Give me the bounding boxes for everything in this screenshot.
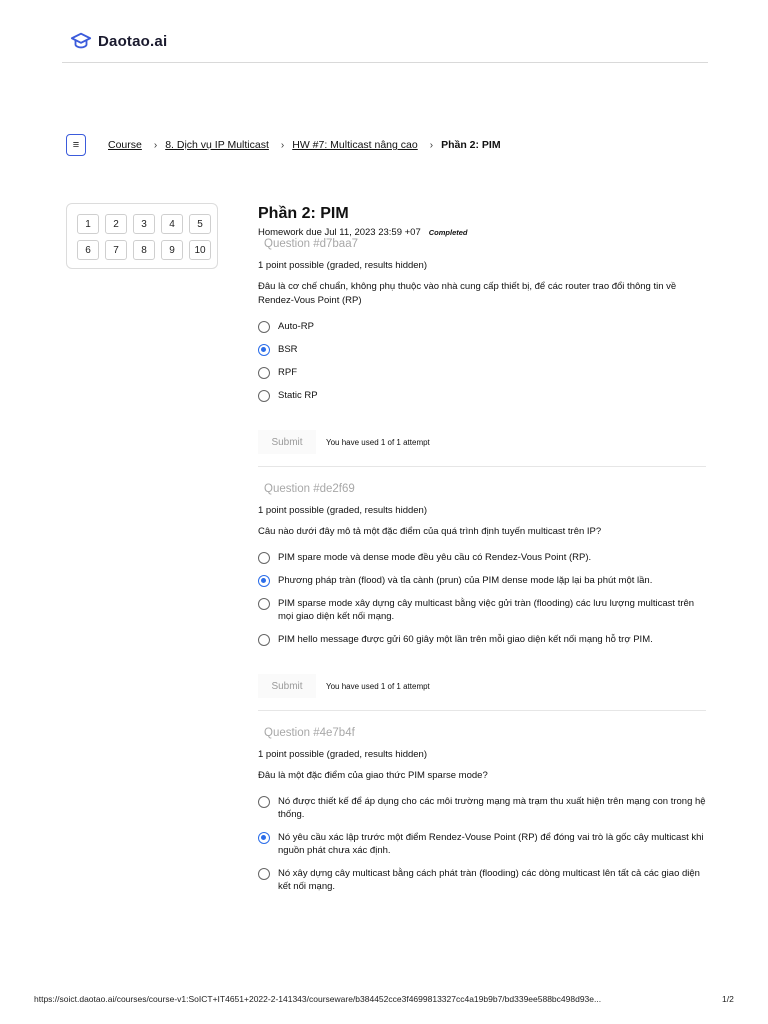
attempts-text: You have used 1 of 1 attempt	[326, 437, 430, 447]
question-block	[258, 727, 706, 893]
breadcrumb-separator-icon: ›	[280, 139, 285, 151]
breadcrumb-section[interactable]: 8. Dịch vụ IP Multicast	[165, 139, 269, 151]
option[interactable]	[258, 574, 706, 587]
status-badge: Completed	[428, 228, 468, 237]
unit-nav-button[interactable]: 7	[105, 240, 127, 260]
question-meta: 1 point possible (graded, results hidden)	[258, 749, 427, 760]
page-url: https://soict.daotao.ai/courses/course-v1:SoICT+IT4651+2022-2-141343/courseware/b384452cce3f4699813327cc4a19b9b7/bd339ee588bc498d93e...	[34, 994, 602, 1004]
submit-button[interactable]: Submit	[258, 430, 316, 454]
radio-button[interactable]	[258, 321, 270, 333]
site-header	[70, 30, 167, 52]
option[interactable]	[258, 867, 706, 893]
option[interactable]	[258, 831, 706, 857]
options-list	[258, 551, 706, 646]
unit-nav-button[interactable]: 5	[189, 214, 211, 234]
radio-button-selected[interactable]	[258, 832, 270, 844]
option[interactable]	[258, 551, 706, 564]
attempts-text: You have used 1 of 1 attempt	[326, 681, 430, 691]
option[interactable]	[258, 795, 706, 821]
question-meta: 1 point possible (graded, results hidden)	[258, 260, 427, 271]
hamburger-icon: ≡	[72, 139, 80, 151]
radio-button-selected[interactable]	[258, 575, 270, 587]
unit-navigation	[66, 203, 218, 269]
question-block	[258, 238, 706, 467]
option-label: Static RP	[278, 390, 318, 401]
page-title: Phần 2: PIM	[258, 205, 349, 222]
graduation-cap-icon	[70, 30, 92, 52]
unit-nav-button[interactable]: 2	[105, 214, 127, 234]
radio-button[interactable]	[258, 796, 270, 808]
option-label: RPF	[278, 367, 297, 378]
option[interactable]	[258, 343, 706, 356]
question-prompt: Câu nào dưới đây mô tả một đặc điểm của quá trình định tuyến multicast trên IP?	[258, 526, 602, 537]
question-id: Question #4e7b4f	[264, 727, 355, 739]
radio-button[interactable]	[258, 868, 270, 880]
header-divider	[62, 62, 708, 63]
page-number: 1/2	[722, 994, 734, 1004]
logo-text[interactable]: Daotao.ai	[98, 32, 168, 50]
option-label: PIM hello message được gửi 60 giây một lần trên mỗi giao diện kết nối mạng hỗ trợ PIM.	[278, 634, 653, 645]
question-id: Question #d7baa7	[264, 238, 358, 250]
question-id: Question #de2f69	[264, 483, 355, 495]
option-label: PIM sparse mode xây dựng cây multicast bằng việc gửi tràn (flooding) các lưu lượng multicast trên mọi giao diện kết nối mạng.	[278, 598, 695, 622]
option-label: Phương pháp tràn (flood) và tỉa cành (prun) của PIM dense mode lặp lại ba phút một lần.	[278, 575, 653, 586]
options-list	[258, 320, 706, 402]
question-divider	[258, 466, 706, 467]
question-block	[258, 483, 706, 711]
submit-button[interactable]: Submit	[258, 674, 316, 698]
unit-nav-button[interactable]: 1	[77, 214, 99, 234]
main-content	[258, 205, 706, 903]
option-label: BSR	[278, 344, 298, 355]
option-label: PIM spare mode và dense mode đều yêu cầu có Rendez-Vous Point (RP).	[278, 552, 592, 563]
unit-nav-button[interactable]: 6	[77, 240, 99, 260]
due-line	[258, 227, 706, 238]
breadcrumb	[66, 134, 501, 156]
unit-nav-button[interactable]: 3	[133, 214, 155, 234]
due-date: Homework due Jul 11, 2023 23:59 +07	[258, 227, 421, 238]
submit-row	[258, 430, 706, 454]
unit-nav-button[interactable]: 9	[161, 240, 183, 260]
breadcrumb-homework[interactable]: HW #7: Multicast nâng cao	[292, 139, 418, 151]
option[interactable]	[258, 320, 706, 333]
option[interactable]	[258, 597, 706, 623]
question-prompt: Đâu là một đặc điểm của giao thức PIM sparse mode?	[258, 770, 488, 781]
option[interactable]	[258, 389, 706, 402]
option-label: Nó được thiết kế để áp dụng cho các môi trường mạng mà trạm thu xuất hiện trên mạng con trong hệ thống.	[278, 796, 706, 820]
question-meta: 1 point possible (graded, results hidden)	[258, 505, 427, 516]
option[interactable]	[258, 633, 706, 646]
radio-button[interactable]	[258, 634, 270, 646]
unit-nav-button[interactable]: 10	[189, 240, 211, 260]
question-prompt: Đâu là cơ chế chuẩn, không phụ thuộc vào nhà cung cấp thiết bị, để các router trao đổi thông tin về Rendez-Vous Point (RP)	[258, 281, 677, 306]
radio-button[interactable]	[258, 598, 270, 610]
option-label: Nó xây dựng cây multicast bằng cách phát tràn (flooding) các dòng multicast lên tất cả các giao diện kết nối mạng.	[278, 868, 700, 892]
radio-button[interactable]	[258, 367, 270, 379]
breadcrumb-current: Phần 2: PIM	[441, 139, 501, 151]
radio-button[interactable]	[258, 390, 270, 402]
question-divider	[258, 710, 706, 711]
option[interactable]	[258, 366, 706, 379]
option-label: Auto-RP	[278, 321, 314, 332]
unit-nav-button[interactable]: 8	[133, 240, 155, 260]
option-label: Nó yêu cầu xác lập trước một điểm Rendez-Vouse Point (RP) để đóng vai trò là gốc cây multicast khi nguồn phát chưa xác định.	[278, 832, 704, 856]
options-list	[258, 795, 706, 893]
submit-row	[258, 674, 706, 698]
radio-button[interactable]	[258, 552, 270, 564]
menu-button[interactable]	[66, 134, 86, 156]
breadcrumb-course[interactable]: Course	[108, 139, 142, 151]
breadcrumb-separator-icon: ›	[429, 139, 434, 151]
unit-nav-button[interactable]: 4	[161, 214, 183, 234]
breadcrumb-separator-icon: ›	[153, 139, 158, 151]
radio-button-selected[interactable]	[258, 344, 270, 356]
